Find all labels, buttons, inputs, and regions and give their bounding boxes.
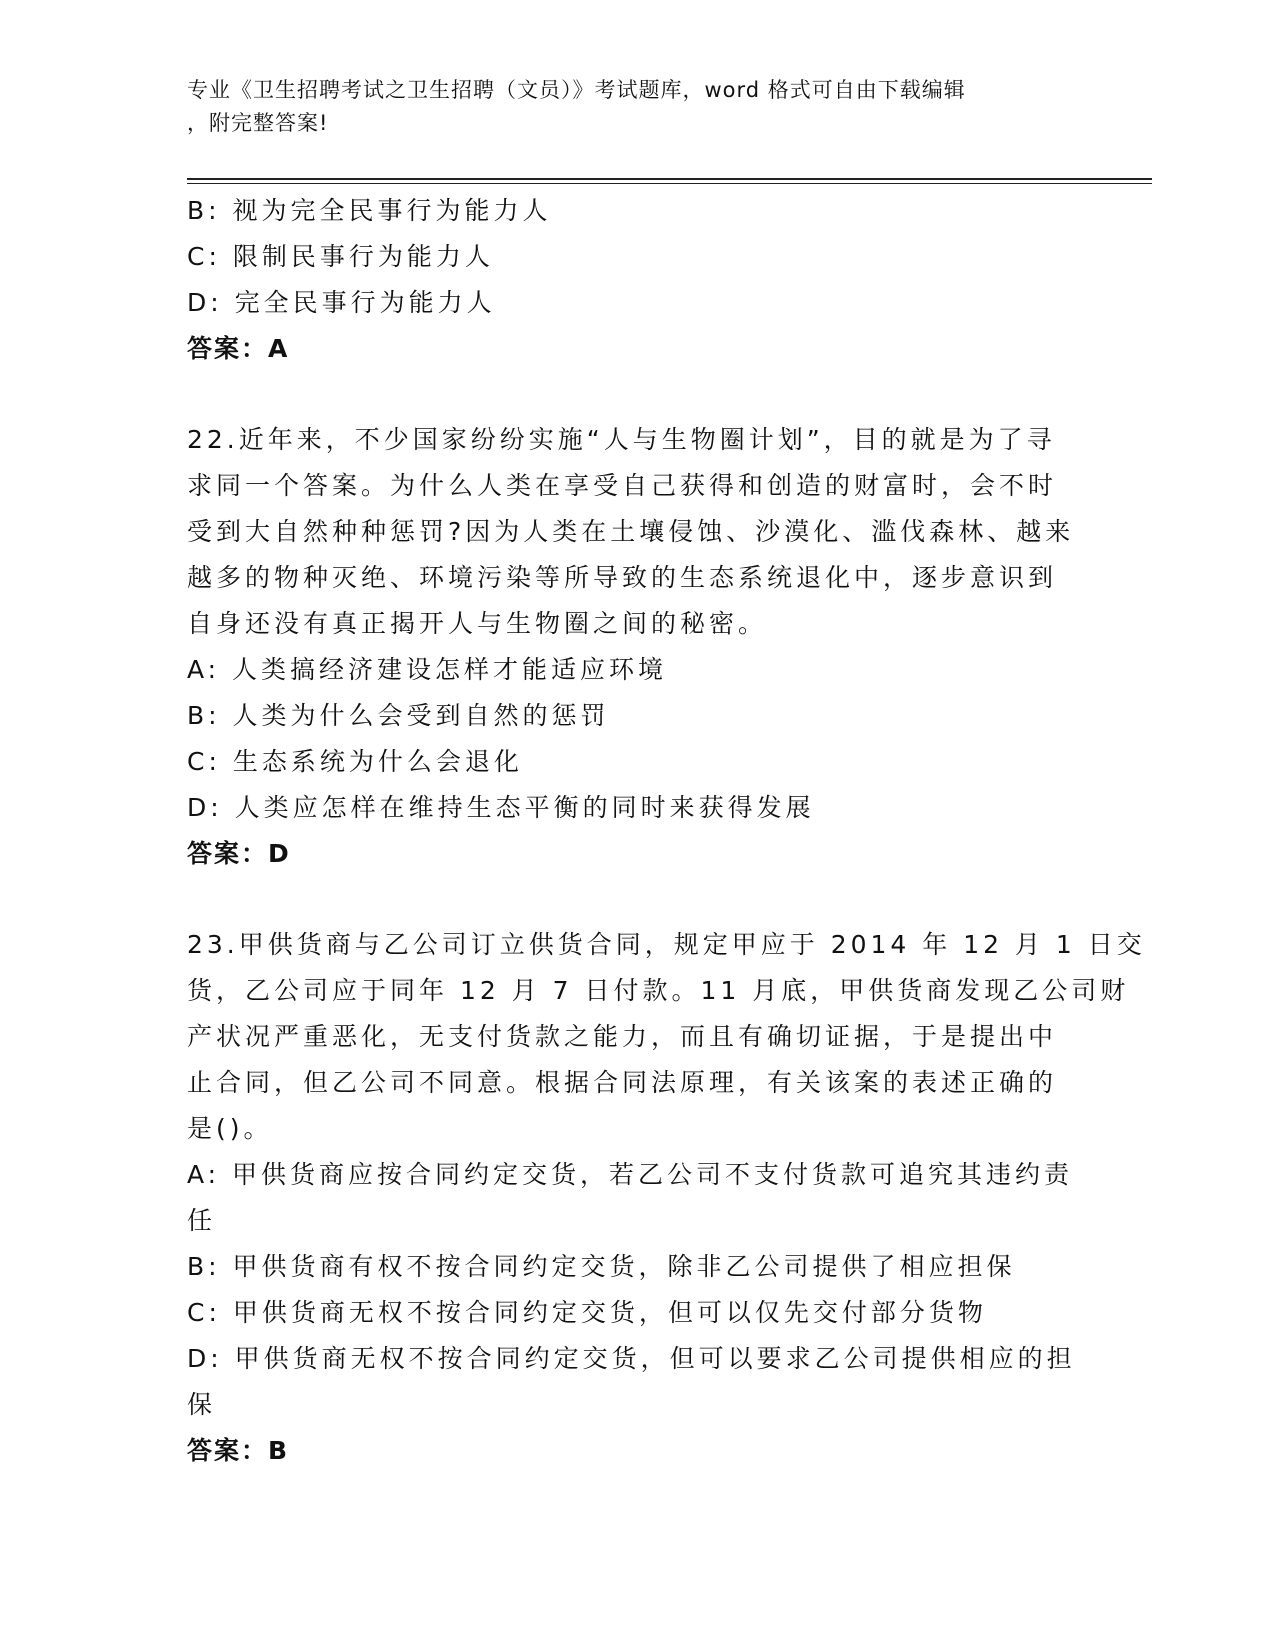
option-d: D: 完全民事行为能力人	[187, 288, 496, 317]
option-a: A: 甲供货商应按合同约定交货，若乙公司不支付货款可追究其违约责	[187, 1160, 1074, 1189]
option-a: A: 人类搞经济建设怎样才能适应环境	[187, 655, 668, 684]
header-divider-thin	[187, 183, 1152, 184]
question-stem-line: 自身还没有真正揭开人与生物圈之间的秘密。	[187, 609, 768, 638]
header-divider-thick	[187, 178, 1152, 180]
answer-line: 答案：B	[187, 1436, 290, 1465]
question-stem-line: 货，乙公司应于同年 12 月 7 日付款。11 月底，甲供货商发现乙公司财	[187, 976, 1130, 1005]
answer-line: 答案：A	[187, 334, 290, 363]
option-d-continued: 保	[187, 1390, 217, 1419]
question-stem-line: 是()。	[187, 1114, 273, 1143]
header-title-line: 专业《卫生招聘考试之卫生招聘（文员）》考试题库，word 格式可自由下载编辑	[187, 78, 966, 102]
question-stem-line: 止合同，但乙公司不同意。根据合同法原理，有关该案的表述正确的	[187, 1068, 1058, 1097]
question-stem-line: 产状况严重恶化，无支付货款之能力，而且有确切证据，于是提出中	[187, 1022, 1058, 1051]
spacer	[187, 372, 1067, 417]
option-c: C: 限制民事行为能力人	[187, 242, 494, 271]
header-title-line-continued: ，附完整答案!	[187, 111, 329, 135]
question-stem-line: 受到大自然种种惩罚?因为人类在土壤侵蚀、沙漠化、滥伐森林、越来	[187, 517, 1075, 546]
option-b: B: 甲供货商有权不按合同约定交货，除非乙公司提供了相应担保	[187, 1252, 1016, 1281]
option-c: C: 甲供货商无权不按合同约定交货，但可以仅先交付部分货物	[187, 1298, 987, 1327]
question-content	[187, 188, 1146, 1474]
question-stem-line: 求同一个答案。为什么人类在享受自己获得和创造的财富时，会不时	[187, 471, 1058, 500]
option-d: D: 甲供货商无权不按合同约定交货，但可以要求乙公司提供相应的担	[187, 1344, 1076, 1373]
page-header	[187, 74, 1087, 140]
option-b: B: 人类为什么会受到自然的惩罚	[187, 701, 610, 730]
option-c: C: 生态系统为什么会退化	[187, 747, 523, 776]
question-stem-line: 越多的物种灭绝、环境污染等所导致的生态系统退化中，逐步意识到	[187, 563, 1058, 592]
option-a-continued: 任	[187, 1206, 217, 1235]
question-22	[187, 417, 1075, 877]
question-23	[187, 922, 1146, 1474]
option-b: B: 视为完全民事行为能力人	[187, 196, 552, 225]
question-stem-line: 22.近年来，不少国家纷纷实施“人与生物圈计划”，目的就是为了寻	[187, 425, 1056, 454]
option-d: D: 人类应怎样在维持生态平衡的同时来获得发展	[187, 793, 815, 822]
answer-line: 答案：D	[187, 839, 291, 868]
question-stem-line: 23.甲供货商与乙公司订立供货合同，规定甲应于 2014 年 12 月 1 日交	[187, 930, 1146, 959]
question-21	[187, 188, 1067, 372]
spacer	[187, 877, 1067, 922]
